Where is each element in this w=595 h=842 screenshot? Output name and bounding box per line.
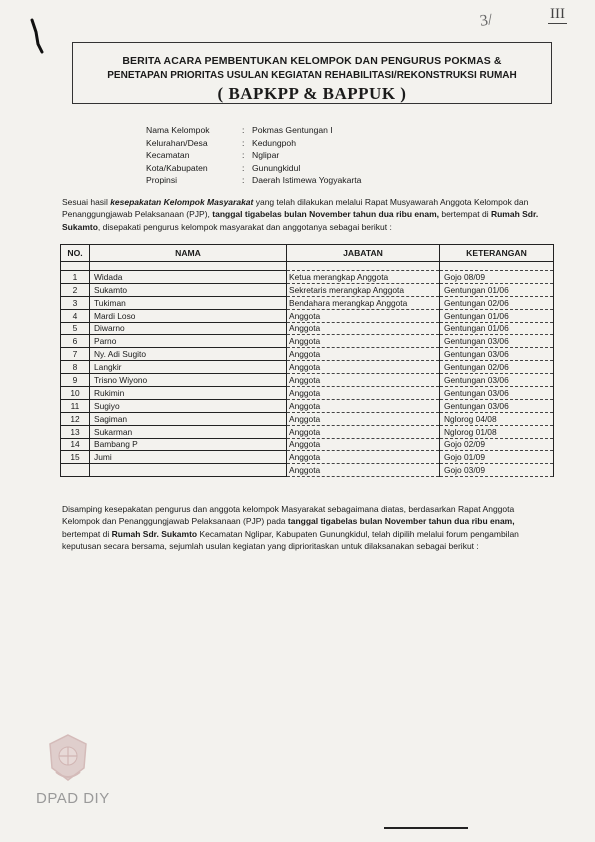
cell-nama: Trisno Wiyono: [90, 374, 287, 387]
col-header-nama: NAMA: [90, 245, 287, 262]
cell-nama: Jumi: [90, 451, 287, 464]
members-table: [60, 244, 554, 477]
cell-no: 9: [61, 374, 90, 387]
cell-ket: Gentungan 03/06: [440, 374, 554, 387]
cell-nama: Sugiyo: [90, 399, 287, 412]
info-label: Propinsi: [146, 175, 178, 186]
cell-nama: Diwarno: [90, 322, 287, 335]
cell-nama: Parno: [90, 335, 287, 348]
cell-no: 8: [61, 361, 90, 374]
cell-no: 7: [61, 348, 90, 361]
cell-nama: Sukarman: [90, 425, 287, 438]
info-block: [146, 124, 361, 187]
handwritten-page-mark: 3/: [478, 11, 494, 30]
table-row: [61, 361, 554, 374]
table-row: [61, 464, 554, 477]
cell-jabatan: Anggota: [287, 335, 440, 348]
info-value: Nglipar: [252, 150, 280, 161]
cell-no: 10: [61, 387, 90, 400]
cell-no: 14: [61, 438, 90, 451]
table-row: [61, 412, 554, 425]
cell-no: [61, 464, 90, 477]
cell-ket: Gentungan 03/06: [440, 399, 554, 412]
table-row: [61, 296, 554, 309]
cell-jabatan: Anggota: [287, 464, 440, 477]
cell-jabatan: Anggota: [287, 361, 440, 374]
title-line-3: ( BAPKPP & BAPPUK ): [217, 84, 407, 103]
table-header-row: [61, 245, 554, 262]
footer-rule: [384, 827, 468, 829]
cell-jabatan: Anggota: [287, 322, 440, 335]
cell-jabatan: Anggota: [287, 348, 440, 361]
title-line-1: BERITA ACARA PEMBENTUKAN KELOMPOK DAN PENGURUS POKMAS &: [122, 55, 502, 67]
cell-no: 2: [61, 283, 90, 296]
cell-nama: Widada: [90, 271, 287, 284]
cell-ket: Gentungan 01/06: [440, 283, 554, 296]
ink-mark: [30, 18, 44, 54]
table-row: [61, 425, 554, 438]
cell-ket: Gojo 03/09: [440, 464, 554, 477]
cell-jabatan: Sekretaris merangkap Anggota: [287, 283, 440, 296]
info-value: Daerah Istimewa Yogyakarta: [252, 175, 362, 186]
cell-jabatan: Anggota: [287, 309, 440, 322]
info-row: Kecamatan : Nglipar: [146, 150, 280, 161]
intro-paragraph: Sesuai hasil kesepakatan Kelompok Masyarakat yang telah dilakukan melalui Rapat Musyawarah Anggota Kelompok dan Penanggungjawab Pelaksanaan (PJP), tanggal tigabelas bulan November tahun dua ribu enam, bertempat di Rumah Sdr. Sukamto, disepakati pengurus kelompok masyarakat dan anggotanya sebagai berikut :: [62, 197, 539, 232]
cell-no: 1: [61, 271, 90, 284]
cell-no: 15: [61, 451, 90, 464]
info-label: Kota/Kabupaten: [146, 162, 208, 173]
closing-paragraph: Disamping kesepakatan pengurus dan anggota kelompok Masyarakat sebagaimana diatas, berdasarkan Rapat Anggota Kelompok dan Penanggungjawab Pelaksanaan (PJP) pada tanggal tigabelas bulan November tahun dua ribu enam, bertempat di Rumah Sdr. Sukamto Kecamatan Nglipar, Kabupaten Gunungkidul, telah dipilih melalui forum pengambilan keputusan secara bersama, sejumlah usulan kegiatan yang diprioritaskan untuk dilaksanakan sebagai berikut :: [62, 504, 519, 552]
watermark-text: DPAD DIY: [36, 790, 110, 807]
cell-jabatan: Bendahara merangkap Anggota: [287, 296, 440, 309]
cell-jabatan: Anggota: [287, 438, 440, 451]
cell-nama: Ny. Adi Sugito: [90, 348, 287, 361]
cell-nama: Bambang P: [90, 438, 287, 451]
cell-jabatan: Anggota: [287, 387, 440, 400]
cell-ket: Gentungan 01/06: [440, 322, 554, 335]
info-value: Gunungkidul: [252, 162, 301, 173]
cell-ket: Gentungan 03/06: [440, 348, 554, 361]
cell-ket: Gentungan 01/06: [440, 309, 554, 322]
cell-jabatan: Anggota: [287, 425, 440, 438]
info-label: Kecamatan: [146, 150, 190, 161]
cell-nama: Sagiman: [90, 412, 287, 425]
table-row: [61, 322, 554, 335]
cell-ket: Gentungan 02/06: [440, 296, 554, 309]
info-row: Propinsi : Daerah Istimewa Yogyakarta: [146, 175, 362, 186]
cell-nama: Langkir: [90, 361, 287, 374]
col-header-keterangan: KETERANGAN: [440, 245, 554, 262]
info-value: Kedungpoh: [252, 137, 296, 148]
cell-nama: Rukimin: [90, 387, 287, 400]
cell-nama: Sukamto: [90, 283, 287, 296]
table-row: [61, 335, 554, 348]
col-header-jabatan: JABATAN: [287, 245, 440, 262]
info-value: Pokmas Gentungan I: [252, 125, 333, 135]
cell-ket: Gentungan 03/06: [440, 387, 554, 400]
cell-ket: Nglorog 04/08: [440, 412, 554, 425]
cell-no: 12: [61, 412, 90, 425]
cell-ket: Gojo 02/09: [440, 438, 554, 451]
title-line-2: PENETAPAN PRIORITAS USULAN KEGIATAN REHABILITASI/REKONSTRUKSI RUMAH: [107, 70, 517, 81]
table-row: [61, 399, 554, 412]
regency-emblem-logo: [44, 732, 92, 784]
info-label: Kelurahan/Desa: [146, 137, 208, 148]
info-row: Kelurahan/Desa : Kedungpoh: [146, 137, 296, 148]
cell-jabatan: Anggota: [287, 412, 440, 425]
title-box: [72, 42, 552, 104]
cell-no: 13: [61, 425, 90, 438]
table-row: [61, 348, 554, 361]
cell-nama: Tukiman: [90, 296, 287, 309]
cell-ket: Gojo 08/09: [440, 271, 554, 284]
cell-no: 3: [61, 296, 90, 309]
info-row: Nama Kelompok : Pokmas Gentungan I: [146, 125, 333, 135]
table-row: [61, 438, 554, 451]
cell-ket: Gentungan 03/06: [440, 335, 554, 348]
info-label: Nama Kelompok: [146, 125, 210, 135]
cell-nama: Mardi Loso: [90, 309, 287, 322]
table-row: [61, 283, 554, 296]
cell-jabatan: Ketua merangkap Anggota: [287, 271, 440, 284]
cell-jabatan: Anggota: [287, 399, 440, 412]
cell-nama: [90, 464, 287, 477]
page-number: III: [550, 6, 565, 22]
cell-ket: Gojo 01/09: [440, 451, 554, 464]
cell-no: 4: [61, 309, 90, 322]
cell-jabatan: Anggota: [287, 451, 440, 464]
table-row: [61, 451, 554, 464]
cell-ket: Gentungan 02/06: [440, 361, 554, 374]
table-row: [61, 271, 554, 284]
cell-no: 6: [61, 335, 90, 348]
cell-no: 5: [61, 322, 90, 335]
cell-no: 11: [61, 399, 90, 412]
table-row: [61, 374, 554, 387]
table-row: [61, 387, 554, 400]
col-header-no: NO.: [61, 245, 90, 262]
cell-jabatan: Anggota: [287, 374, 440, 387]
cell-ket: Nglorog 01/08: [440, 425, 554, 438]
table-row: [61, 309, 554, 322]
info-row: Kota/Kabupaten : Gunungkidul: [146, 162, 301, 173]
